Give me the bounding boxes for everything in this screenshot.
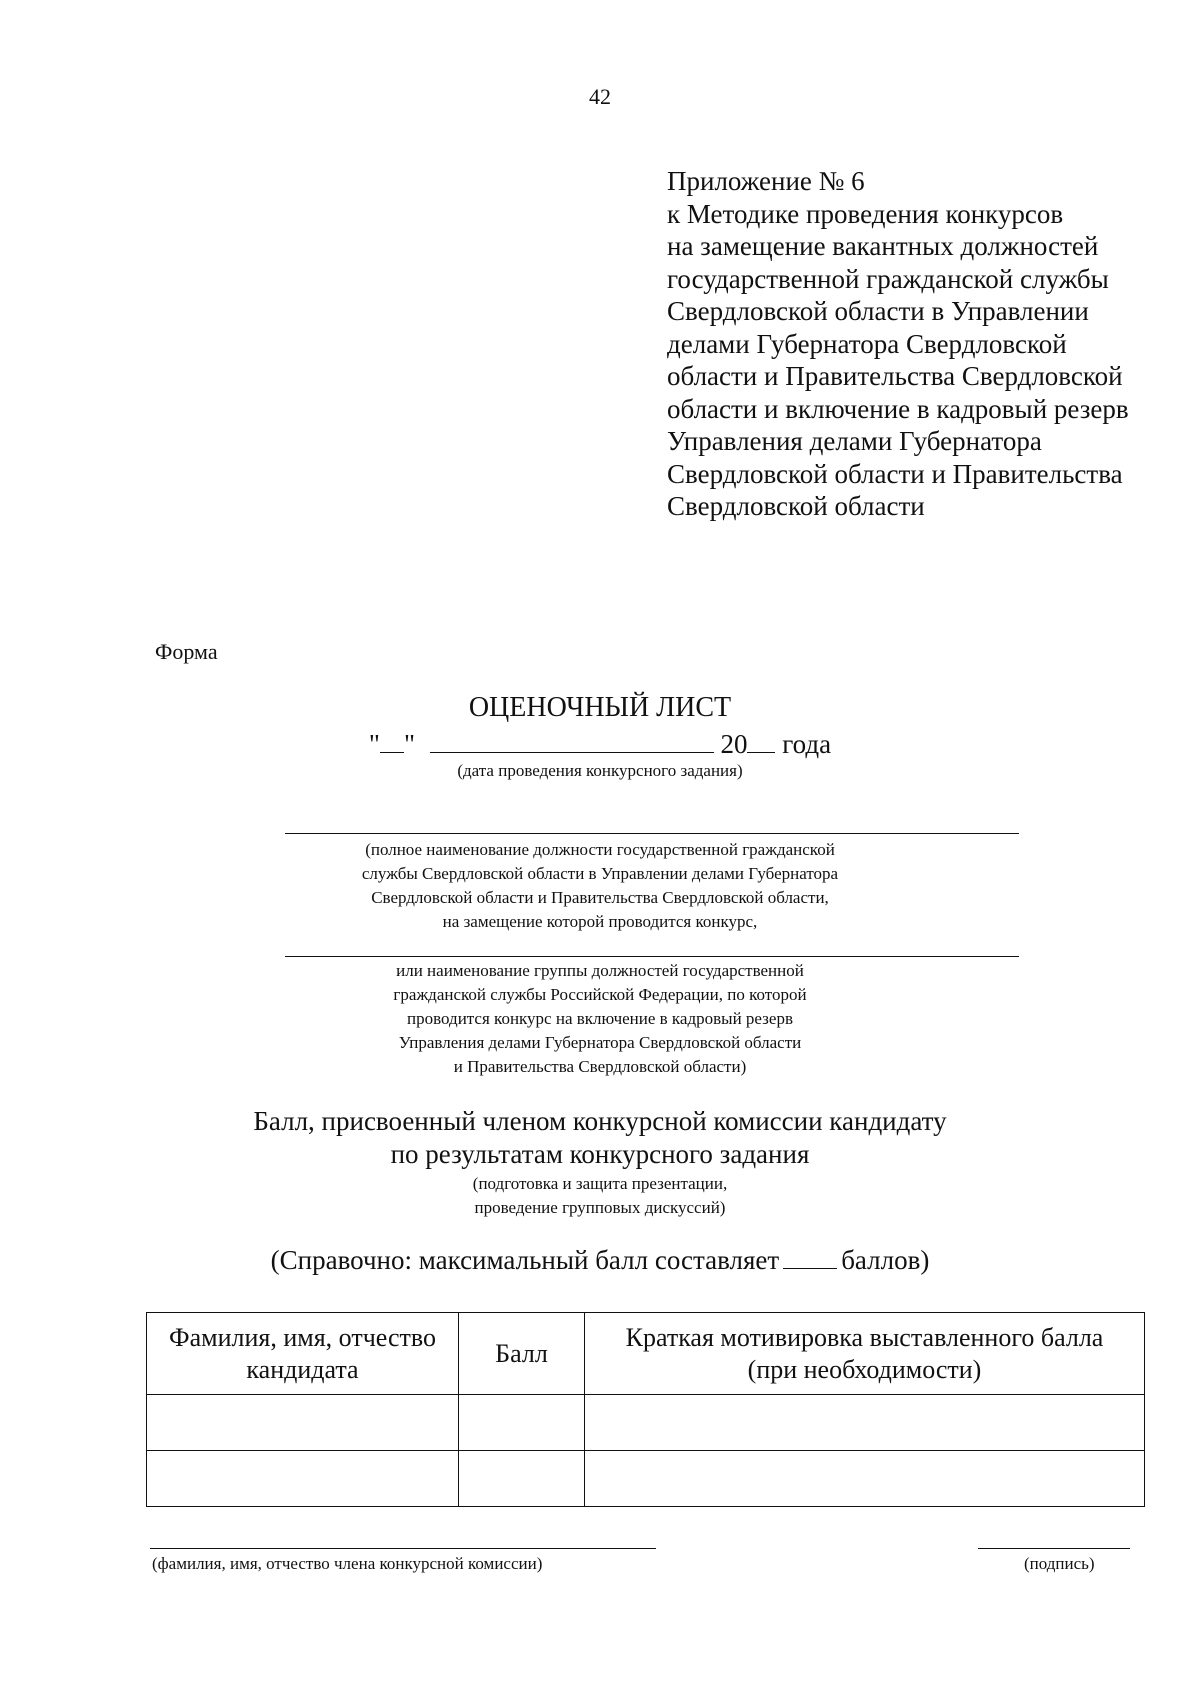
- page-number: 42: [589, 84, 611, 109]
- position-caption-line: службы Свердловской области в Управлении делами Губернатора: [361, 864, 839, 883]
- document-title: ОЦЕНОЧНЫЙ ЛИСТ: [468, 692, 732, 723]
- header-candidate-name: Фамилия, имя, отчество кандидата: [147, 1313, 459, 1395]
- appendix-block: [667, 165, 1129, 523]
- appendix-line: Управления делами Губернатора: [667, 426, 1042, 456]
- table-row: [147, 1395, 1145, 1451]
- appendix-line: на замещение вакантных должностей: [667, 231, 1099, 261]
- position-caption-line: Свердловской области и Правительства Свердловской области,: [371, 888, 829, 907]
- score-heading-line: Балл, присвоенный членом конкурсной комиссии кандидату: [253, 1106, 947, 1136]
- candidate-name-cell[interactable]: [147, 1395, 459, 1451]
- appendix-line: Свердловской области и Правительства: [667, 458, 1123, 489]
- group-caption-line: гражданской службы Российской Федерации, по которой: [393, 985, 807, 1004]
- signature-line[interactable]: [978, 1548, 1130, 1549]
- signature-caption: (подпись): [1024, 1554, 1095, 1573]
- position-name-line[interactable]: [285, 833, 1019, 834]
- year-suffix: года: [782, 729, 832, 759]
- score-note-line: проведение групповых дискуссий): [474, 1198, 726, 1217]
- score-heading: [0, 1105, 1200, 1171]
- group-caption-line: Управления делами Губернатора Свердловской области: [398, 1033, 802, 1052]
- group-name-line[interactable]: [285, 956, 1019, 957]
- score-note: [0, 1172, 1200, 1220]
- day-blank[interactable]: [380, 728, 404, 753]
- candidate-name-cell[interactable]: [147, 1451, 459, 1507]
- appendix-line: области и Правительства Свердловской: [667, 361, 1123, 391]
- motivation-cell[interactable]: [585, 1395, 1145, 1451]
- header-score: Балл: [459, 1313, 585, 1395]
- reference-note: [0, 1245, 1200, 1276]
- date-caption: (дата проведения конкурсного задания): [457, 761, 743, 780]
- month-blank[interactable]: [430, 728, 714, 753]
- year-blank[interactable]: [747, 728, 775, 753]
- header-motivation: Краткая мотивировка выставленного балла (при необходимости): [585, 1313, 1145, 1395]
- date-open-quote: ": [368, 729, 380, 759]
- group-caption-line: и Правительства Свердловской области): [453, 1057, 747, 1076]
- year-prefix: 20: [720, 729, 748, 759]
- group-caption-line: проводится конкурс на включение в кадровый резерв: [407, 1009, 793, 1028]
- member-name-line[interactable]: [150, 1548, 656, 1549]
- score-heading-line: по результатам конкурсного задания: [390, 1139, 810, 1169]
- score-cell[interactable]: [459, 1395, 585, 1451]
- reference-suffix: баллов): [841, 1245, 930, 1275]
- reference-prefix: (Справочно: максимальный балл составляет: [270, 1245, 780, 1275]
- appendix-line: государственной гражданской службы: [667, 263, 1109, 294]
- member-name-caption: (фамилия, имя, отчество члена конкурсной комиссии): [152, 1554, 543, 1573]
- position-caption-line: (полное наименование должности государственной гражданской: [365, 840, 835, 859]
- position-caption-line: на замещение которой проводится конкурс,: [442, 912, 758, 931]
- form-label: Форма: [155, 639, 218, 664]
- appendix-line: области и включение в кадровый резерв: [667, 393, 1129, 424]
- appendix-line: Свердловской области: [667, 491, 925, 521]
- appendix-line: к Методике проведения конкурсов: [667, 198, 1064, 229]
- group-caption: [0, 959, 1200, 1079]
- position-caption: [0, 838, 1200, 934]
- motivation-cell[interactable]: [585, 1451, 1145, 1507]
- appendix-line: Свердловской области в Управлении: [667, 296, 1089, 326]
- table-row: [147, 1451, 1145, 1507]
- max-score-blank[interactable]: [783, 1246, 837, 1269]
- score-table: [146, 1312, 1145, 1507]
- table-header-row: [147, 1313, 1145, 1395]
- group-caption-line: или наименование группы должностей государственной: [396, 961, 804, 980]
- date-line: [0, 728, 1200, 760]
- appendix-line: Приложение № 6: [667, 166, 865, 196]
- date-close-quote: ": [403, 729, 415, 759]
- score-note-line: (подготовка и защита презентации,: [472, 1174, 728, 1193]
- appendix-line: делами Губернатора Свердловской: [667, 328, 1067, 359]
- score-cell[interactable]: [459, 1451, 585, 1507]
